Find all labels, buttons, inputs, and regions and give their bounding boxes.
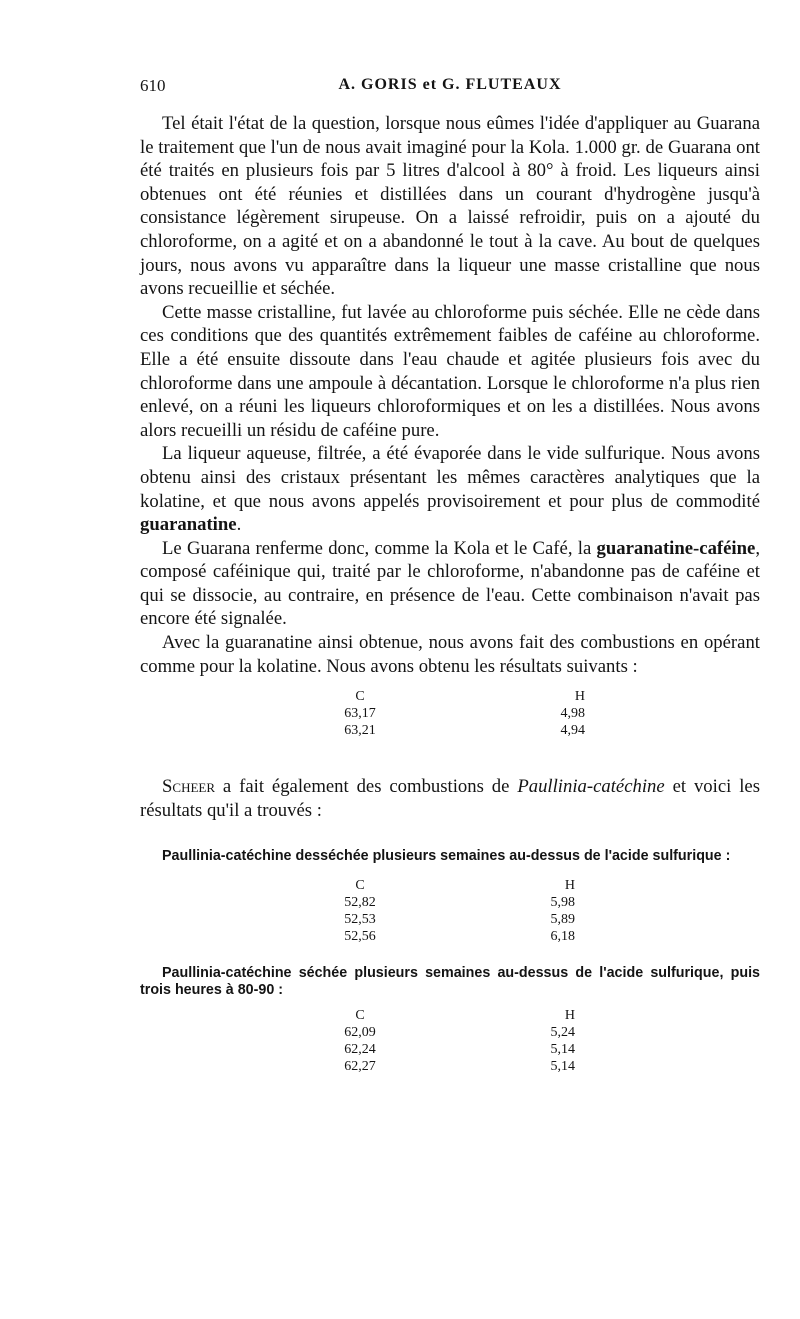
column-header-h: H [564, 1008, 575, 1024]
paragraph-5: Avec la guaranatine ainsi obtenue, nous avons fait des combustions en opérant comme pour la kolatine. Nous avons obtenu les résultats suivants : [140, 632, 760, 677]
table-caption-1: Paullinia-catéchine desséchée plusieurs semaines au-dessus de l'acide sulfurique : [162, 848, 731, 865]
running-head: A. GORIS et G. FLUTEAUX [338, 76, 562, 93]
table-cell: 4,98 [560, 706, 585, 722]
author-name-scheer: Scheer [162, 776, 216, 798]
table-cell: 5,98 [550, 895, 575, 911]
table-row [335, 1058, 575, 1075]
paragraph-2: Cette masse cristalline, fut lavée au chloroforme puis séchée. Elle ne cède dans ces conditions que des quantités extrêmement faibles de caféine au chloroforme. Elle a été ensuite dissoute dans l'eau chaude et agitée plusieurs fois avec du chloroforme dans une ampoule à décantation. Lorsque le chloroforme n'a plus rien enlevé, on a réuni les liqueurs chloroformiques et on les a distillées. Nous avons alors recueilli un résidu de caféine pure. [140, 301, 760, 441]
table-header-row [335, 877, 575, 894]
table-cell: 4,94 [560, 723, 585, 739]
column-header-h: H [574, 689, 585, 705]
table-cell: 5,24 [550, 1025, 575, 1041]
table-row [335, 911, 575, 928]
table-row [335, 928, 575, 945]
table-cell: 62,09 [344, 1025, 376, 1041]
column-header-h: H [564, 878, 575, 894]
table-cell: 5,14 [550, 1042, 575, 1058]
page-header [140, 76, 760, 100]
table-row [335, 722, 585, 739]
paragraph-3-end: . [236, 514, 242, 536]
table-cell: 52,53 [344, 912, 376, 928]
paragraph-4-text-b: , composé caféinique qui, traité par le chloroforme, n'abandonne pas de caféine et qui se dissocie, au contraire, en présence de l'eau. Cette combinaison n'avait pas encore été signalée. [140, 537, 760, 630]
table-cell: 5,89 [550, 912, 575, 928]
table-cell: 62,27 [344, 1059, 376, 1075]
paragraph-1: Tel était l'état de la question, lorsque nous eûmes l'idée d'appliquer au Guarana le traitement que l'un de nous avait imaginé pour la Kola. 1.000 gr. de Guarana ont été traités en plusieurs fois par 5 litres d'alcool à 80° à froid. Les liqueurs ainsi obtenues ont été réunies et distillées dans un courant d'hydrogène jusqu'à consistance légèrement sirupeuse. On a laissé refroidir, puis on a ajouté du chloroforme, on a agité et on a abandonné le tout à la cave. Au bout de quelques jours, nous avons vu apparaître dans la liqueur une masse cristalline que nous avons recueillie et séchée. [140, 113, 760, 300]
table-cell: 5,14 [550, 1059, 575, 1075]
results-table-catechine-2 [335, 1007, 575, 1075]
table-row [335, 894, 575, 911]
column-header-c: C [355, 878, 365, 894]
page-body [140, 112, 760, 1075]
table-row [335, 705, 585, 722]
table-row [335, 1024, 575, 1041]
table-cell: 63,21 [344, 723, 376, 739]
table-caption-2: Paullinia-catéchine séchée plusieurs semaines au-dessus de l'acide sulfurique, puis trois heures à 80-90 : [140, 965, 760, 999]
page-number: 610 [140, 76, 166, 95]
table-cell: 6,18 [550, 929, 575, 945]
table-cell: 62,24 [344, 1042, 376, 1058]
column-header-c: C [355, 1008, 365, 1024]
table-cell: 63,17 [344, 706, 376, 722]
paragraph-3 [140, 442, 760, 536]
table-cell: 52,82 [344, 895, 376, 911]
column-header-c: C [355, 689, 365, 705]
paragraph-6-text-a: a fait également des combustions de [215, 776, 518, 798]
paragraph-4-text-a: Le Guarana renferme donc, comme la Kola et le Café, la [162, 537, 597, 559]
results-table-catechine-1 [335, 877, 575, 945]
term-paullinia-catechine: Paullinia-catéchine [517, 776, 665, 798]
table-row [335, 1041, 575, 1058]
paragraph-4 [140, 537, 760, 631]
paragraph-6 [140, 775, 760, 822]
table-header-row [335, 1007, 575, 1024]
paragraph-6-text-b: et voici les résultats qu'il a trouvés : [140, 776, 760, 821]
table-header-row [335, 688, 585, 705]
paragraph-3-text: La liqueur aqueuse, filtrée, a été évaporée dans le vide sulfurique. Nous avons obtenu ainsi des cristaux présentant les mêmes caractères analytiques que la kolatine, et que nous avons appelés provisoirement et pour plus de commodité [140, 443, 760, 512]
term-guaranatine-cafeine: guaranatine-caféine [596, 537, 756, 559]
table-cell: 52,56 [344, 929, 376, 945]
term-guaranatine: guaranatine [140, 514, 237, 536]
results-table-guaranatine [335, 688, 585, 739]
